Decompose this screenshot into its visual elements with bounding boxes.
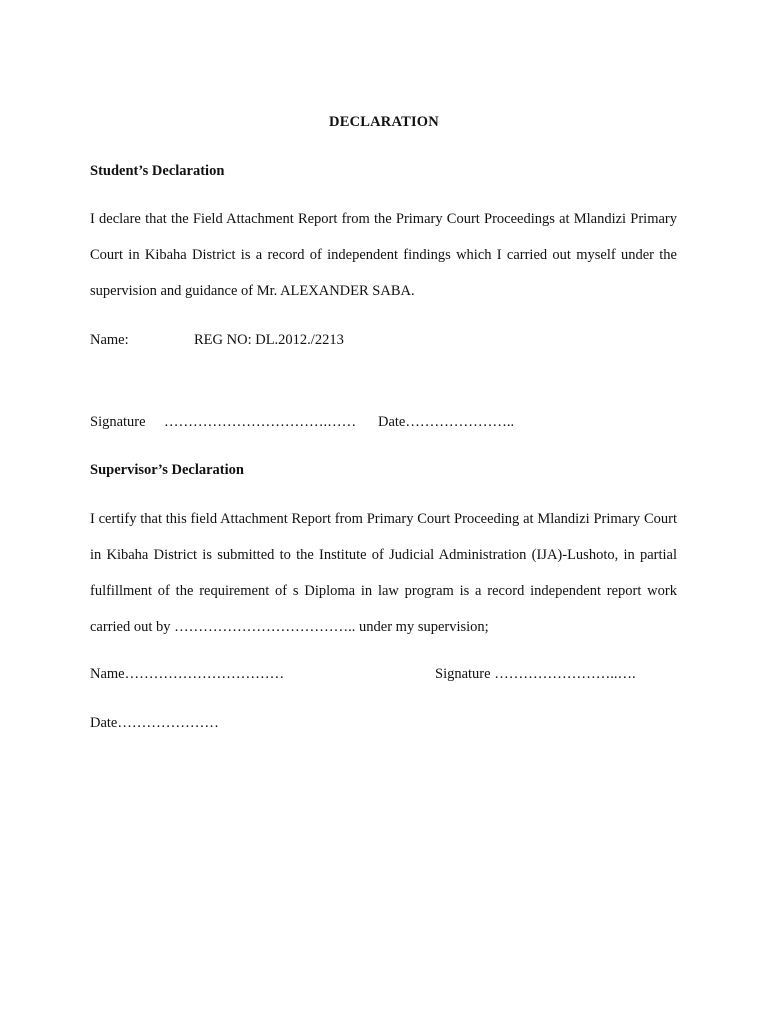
student-declaration-heading: Student’s Declaration	[90, 163, 225, 179]
student-reg-no: REG NO: DL.2012./2213	[194, 332, 344, 348]
student-declaration-paragraph: I declare that the Field Attachment Report from the Primary Court Proceedings at Mlandizi Primary Court in Kibaha District is a record of independent findings which I carried out myself under the supervision and guidance of Mr. ALEXANDER SABA.	[90, 211, 677, 299]
supervisor-declaration-heading: Supervisor’s Declaration	[90, 462, 244, 478]
supervisor-date-line: Date…………………	[90, 715, 219, 731]
supervisor-declaration-paragraph: I certify that this field Attachment Report from Primary Court Proceeding at Mlandizi Primary Court in Kibaha District is submitted to the Institute of Judicial Administration (IJA)-Lushoto, in partial fulfillment of the requirement of s Diploma in law program is a record independent report work carried out by ……………………………….. under my supervision;	[90, 511, 677, 635]
supervisor-name-line: Name……………………………	[90, 666, 285, 682]
supervisor-signature-line: Signature ……………………..….	[435, 666, 636, 682]
student-signature-line: …………………………….……	[164, 414, 357, 430]
student-signature-label: Signature	[90, 414, 146, 430]
student-date-line: Date…………………..	[378, 414, 515, 430]
document-title: DECLARATION	[329, 114, 439, 130]
student-name-label: Name:	[90, 332, 129, 348]
